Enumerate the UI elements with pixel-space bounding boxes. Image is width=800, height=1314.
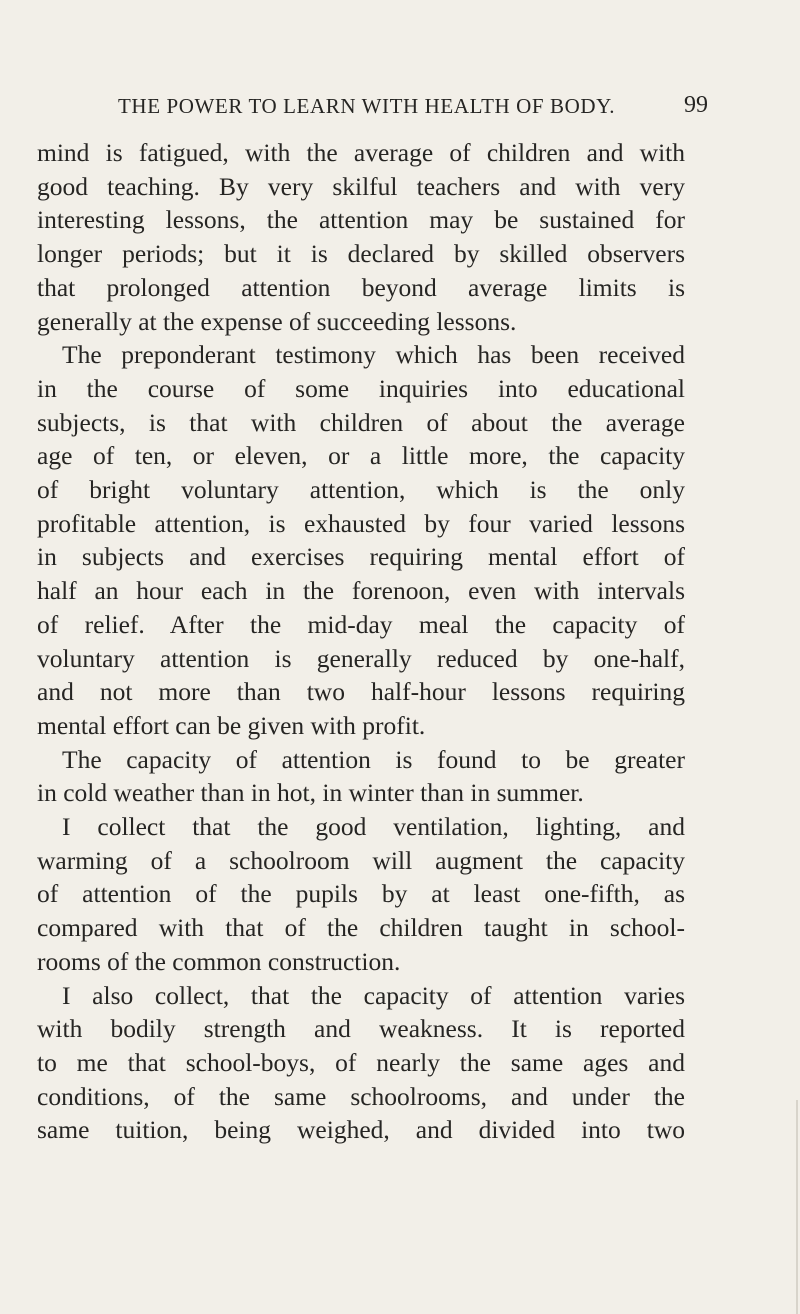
text-line: of attention of the pupils by at least one-fifth, as bbox=[37, 879, 685, 909]
text-line: mind is fatigued, with the average of children and with bbox=[37, 138, 685, 167]
text-line: I collect that the good ventilation, lighting, and bbox=[62, 812, 685, 842]
text-line: I also collect, that the capacity of attention varies bbox=[62, 980, 685, 1010]
text-line: subjects, is that with children of about the average bbox=[37, 407, 685, 437]
text-line: The capacity of attention is found to be greater bbox=[62, 744, 685, 774]
text-line: longer periods; but it is declared by skilled observers bbox=[37, 239, 685, 269]
paragraph-continued bbox=[37, 136, 685, 338]
text-line: good teaching. By very skilful teachers and with very bbox=[37, 171, 685, 201]
text-line: in cold weather than in hot, in winter than in summer. bbox=[37, 778, 584, 808]
text-line: conditions, of the same schoolrooms, and under the bbox=[37, 1081, 685, 1111]
text-line: warming of a schoolroom will augment the capacity bbox=[37, 845, 685, 875]
text-line: and not more than two half-hour lessons requiring bbox=[37, 677, 685, 707]
text-line: The preponderant testimony which has been received bbox=[62, 340, 685, 370]
text-line: profitable attention, is exhausted by four varied lessons bbox=[37, 508, 685, 538]
paragraph-testimony bbox=[37, 338, 685, 742]
text-line: interesting lessons, the attention may be sustained for bbox=[37, 205, 685, 235]
running-title: THE POWER TO LEARN WITH HEALTH OF BODY. bbox=[118, 94, 616, 118]
text-line: in the course of some inquiries into educational bbox=[37, 373, 685, 403]
text-line: compared with that of the children taught in school- bbox=[37, 913, 685, 943]
text-line: rooms of the common construction. bbox=[37, 946, 401, 976]
paragraph-strength bbox=[37, 979, 685, 1148]
running-header bbox=[108, 94, 708, 134]
text-line: of relief. After the mid-day meal the capacity of bbox=[37, 609, 685, 639]
text-line: that prolonged attention beyond average limits is bbox=[37, 272, 685, 302]
text-line: half an hour each in the forenoon, even with intervals bbox=[37, 576, 685, 606]
paragraph-ventilation bbox=[37, 810, 685, 979]
text-line: same tuition, being weighed, and divided into two bbox=[37, 1115, 685, 1145]
text-line: generally at the expense of succeeding lessons. bbox=[37, 306, 517, 336]
page-number: 99 bbox=[684, 92, 708, 118]
text-line: with bodily strength and weakness. It is reported bbox=[37, 1014, 685, 1044]
text-line: mental effort can be given with profit. bbox=[37, 710, 426, 740]
text-line: in subjects and exercises requiring mental effort of bbox=[37, 542, 685, 572]
text-line: of bright voluntary attention, which is the only bbox=[37, 475, 685, 505]
text-line: age of ten, or eleven, or a little more, the capacity bbox=[37, 441, 685, 471]
text-line: voluntary attention is generally reduced by one-half, bbox=[37, 643, 685, 673]
body-text bbox=[37, 136, 685, 1147]
paragraph-weather bbox=[37, 743, 685, 810]
text-line: to me that school-boys, of nearly the same ages and bbox=[37, 1047, 685, 1077]
page-edge-shadow bbox=[796, 1100, 798, 1314]
